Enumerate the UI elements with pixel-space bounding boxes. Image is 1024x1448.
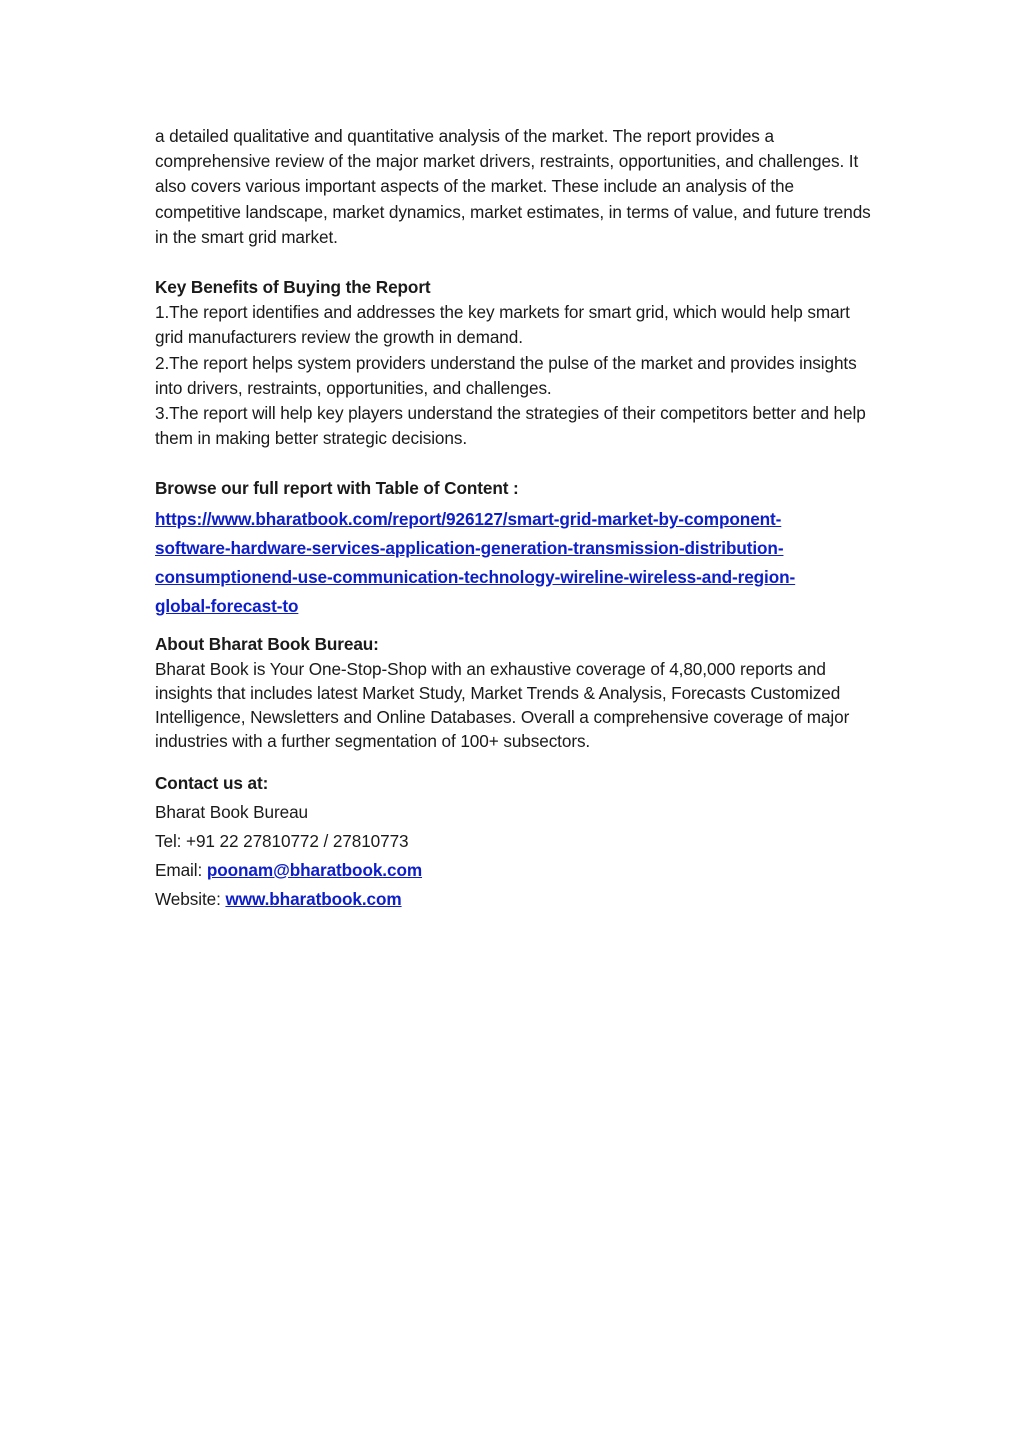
website-label: Website: — [155, 888, 226, 909]
about-heading: About Bharat Book Bureau: — [155, 633, 379, 654]
website-link[interactable]: www.bharatbook.com — [225, 888, 402, 909]
intro-paragraph: a detailed qualitative and quantitative analysis of the market. The report provides a comprehensive review of the major market drivers, restraints, opportunities, and challenges. It also covers various important aspects of the market. These include an analysis of the competitive landscape, market dynamics, market estimates, in terms of value, and future trends in the smart grid market. — [155, 126, 871, 247]
email-link[interactable]: poonam@bharatbook.com — [206, 859, 423, 880]
spacer — [155, 753, 875, 769]
report-link-line-2: software-hardware-services-application-generation-transmission-distribution- — [155, 537, 784, 558]
about-paragraph: Bharat Book is Your One-Stop-Shop with an exhaustive coverage of 4,80,000 reports and insights that includes latest Market Study, Market Trends & Analysis, Forecasts Customized Intelligence, Newsletters and Online Databases. Overall a comprehensive coverage of major industries with a further segmentation of 100+ subsectors. — [155, 658, 850, 751]
contact-email-line — [155, 856, 875, 885]
contact-tel: Tel: +91 22 27810772 / 27810773 — [155, 830, 409, 851]
contact-company: Bharat Book Bureau — [155, 801, 308, 822]
report-link-line-3: consumptionend-use-communication-technology-wireline-wireless-and-region- — [155, 566, 796, 587]
document-page — [155, 124, 875, 914]
report-link-line-4: global-forecast-to — [155, 595, 299, 616]
spacer — [155, 621, 875, 632]
benefit-item-2: 2.The report helps system providers understand the pulse of the market and provides insights into drivers, restraints, opportunities, and challenges. — [155, 352, 857, 398]
report-link[interactable] — [155, 505, 875, 621]
spacer — [155, 250, 875, 275]
benefits-heading: Key Benefits of Buying the Report — [155, 277, 431, 298]
contact-website-line — [155, 885, 875, 914]
contact-heading: Contact us at: — [155, 772, 269, 793]
browse-heading: Browse our full report with Table of Content : — [155, 478, 519, 499]
benefit-item-1: 1.The report identifies and addresses the key markets for smart grid, which would help smart grid manufacturers review the growth in demand. — [155, 302, 850, 348]
email-label: Email: — [155, 859, 207, 880]
spacer — [155, 451, 875, 476]
report-link-line-1: https://www.bharatbook.com/report/926127/smart-grid-market-by-component- — [155, 508, 782, 529]
benefit-item-3: 3.The report will help key players understand the strategies of their competitors better and help them in making better strategic decisions. — [155, 403, 866, 449]
